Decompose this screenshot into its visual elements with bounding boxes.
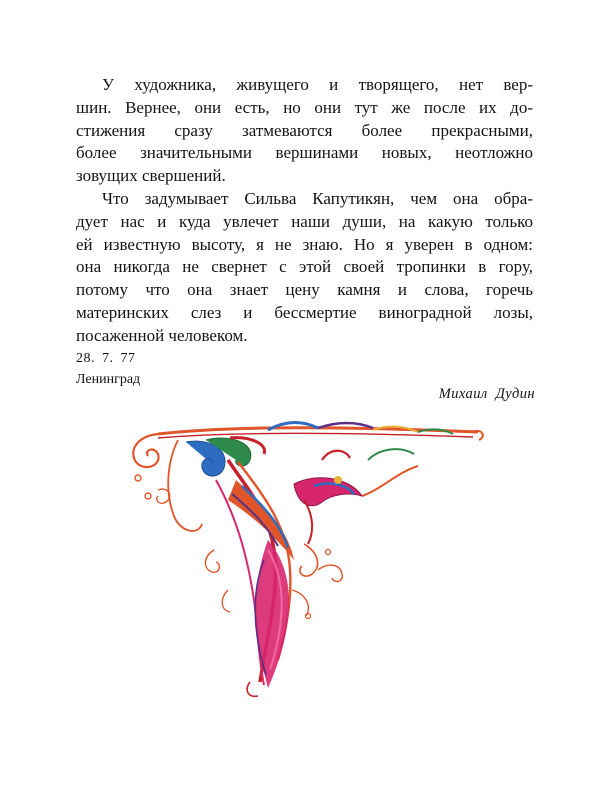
text-line: материнских слез и бессмертие виноградной лозы,: [76, 302, 533, 322]
text-line: стижения сразу затмеваются более прекрасными,: [76, 120, 533, 140]
text-line: шин. Вернее, они есть, но они тут же после их до-: [76, 97, 533, 117]
text-line: посаженной человеком.: [76, 325, 248, 345]
text-line: У художника, живущего и творящего, нет вер-: [102, 75, 533, 94]
floral-corner-ornament-icon: [118, 420, 490, 700]
date-line: 28. 7. 77: [76, 351, 136, 366]
place-line: Ленинград: [76, 372, 141, 387]
text-line: дует нас и куда увлечет наши души, на какую только: [76, 211, 533, 231]
text-line: она никогда не свернет с этой своей тропинки в гору,: [76, 257, 533, 277]
text-line: потому что она знает цену камня и слова, горечь: [76, 280, 533, 300]
text-line: Что задумывает Сильва Капутикян, чем она обра-: [102, 188, 533, 208]
text-line: более значительными вершинами новых, неотложно: [76, 143, 533, 163]
author-signature: Михаил Дудин: [438, 386, 535, 402]
text-line: зовущих свершений.: [76, 166, 226, 186]
text-line: ей известную высоту, я не знаю. Но я уверен в одном:: [76, 234, 533, 254]
essay-text: [76, 74, 533, 348]
